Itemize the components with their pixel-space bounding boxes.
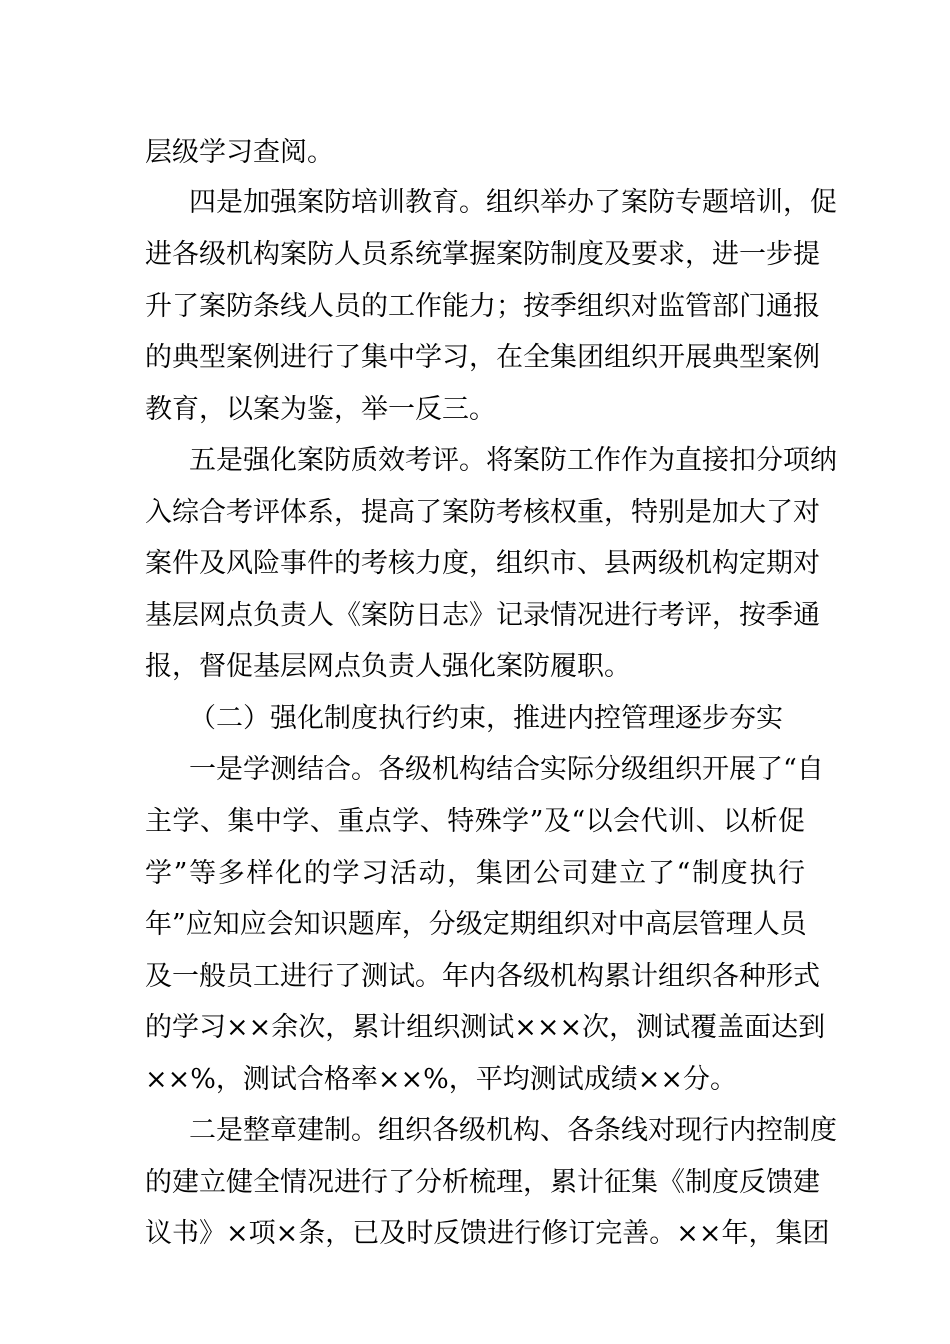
text-line: 入综合考评体系，提高了案防考核权重，特别是加大了对 bbox=[145, 497, 820, 528]
text-line: 及一般员工进行了测试。年内各级机构累计组织各种形式 bbox=[145, 961, 820, 992]
section-heading: （二）强化制度执行约束，推进内控管理逐步夯实 bbox=[189, 703, 783, 734]
text-line: ××%，测试合格率××%，平均测试成绩××分。 bbox=[145, 1064, 738, 1095]
text-line: 年”应知应会知识题库，分级定期组织对中高层管理人员 bbox=[145, 909, 807, 940]
text-line: 案件及风险事件的考核力度，组织市、县两级机构定期对 bbox=[145, 548, 820, 579]
text-line: 二是整章建制。组织各级机构、各条线对现行内控制度 bbox=[189, 1115, 837, 1146]
text-line: 层级学习查阅。 bbox=[145, 137, 334, 168]
text-line: 一是学测结合。各级机构结合实际分级组织开展了“自 bbox=[189, 754, 824, 785]
text-line: 升了案防条线人员的工作能力；按季组织对监管部门通报 bbox=[145, 291, 820, 322]
text-line: 议书》×项×条，已及时反馈进行修订完善。××年，集团 bbox=[145, 1218, 830, 1249]
text-line: 报，督促基层网点负责人强化案防履职。 bbox=[145, 651, 631, 682]
text-line: 的建立健全情况进行了分析梳理，累计征集《制度反馈建 bbox=[145, 1167, 820, 1198]
text-line: 五是强化案防质效考评。将案防工作作为直接扣分项纳 bbox=[189, 445, 837, 476]
text-line: 的学习××余次，累计组织测试×××次，测试覆盖面达到 bbox=[145, 1012, 826, 1043]
text-line: 四是加强案防培训教育。组织举办了案防专题培训，促 bbox=[189, 187, 837, 218]
text-line: 的典型案例进行了集中学习，在全集团组织开展典型案例 bbox=[145, 342, 820, 373]
text-line: 进各级机构案防人员系统掌握案防制度及要求，进一步提 bbox=[145, 239, 820, 270]
text-line: 教育，以案为鉴，举一反三。 bbox=[145, 394, 496, 425]
text-line: 主学、集中学、重点学、特殊学”及“以会代训、以析促 bbox=[145, 806, 805, 837]
text-line: 学”等多样化的学习活动，集团公司建立了“制度执行 bbox=[145, 858, 805, 889]
text-line: 基层网点负责人《案防日志》记录情况进行考评，按季通 bbox=[145, 600, 820, 631]
